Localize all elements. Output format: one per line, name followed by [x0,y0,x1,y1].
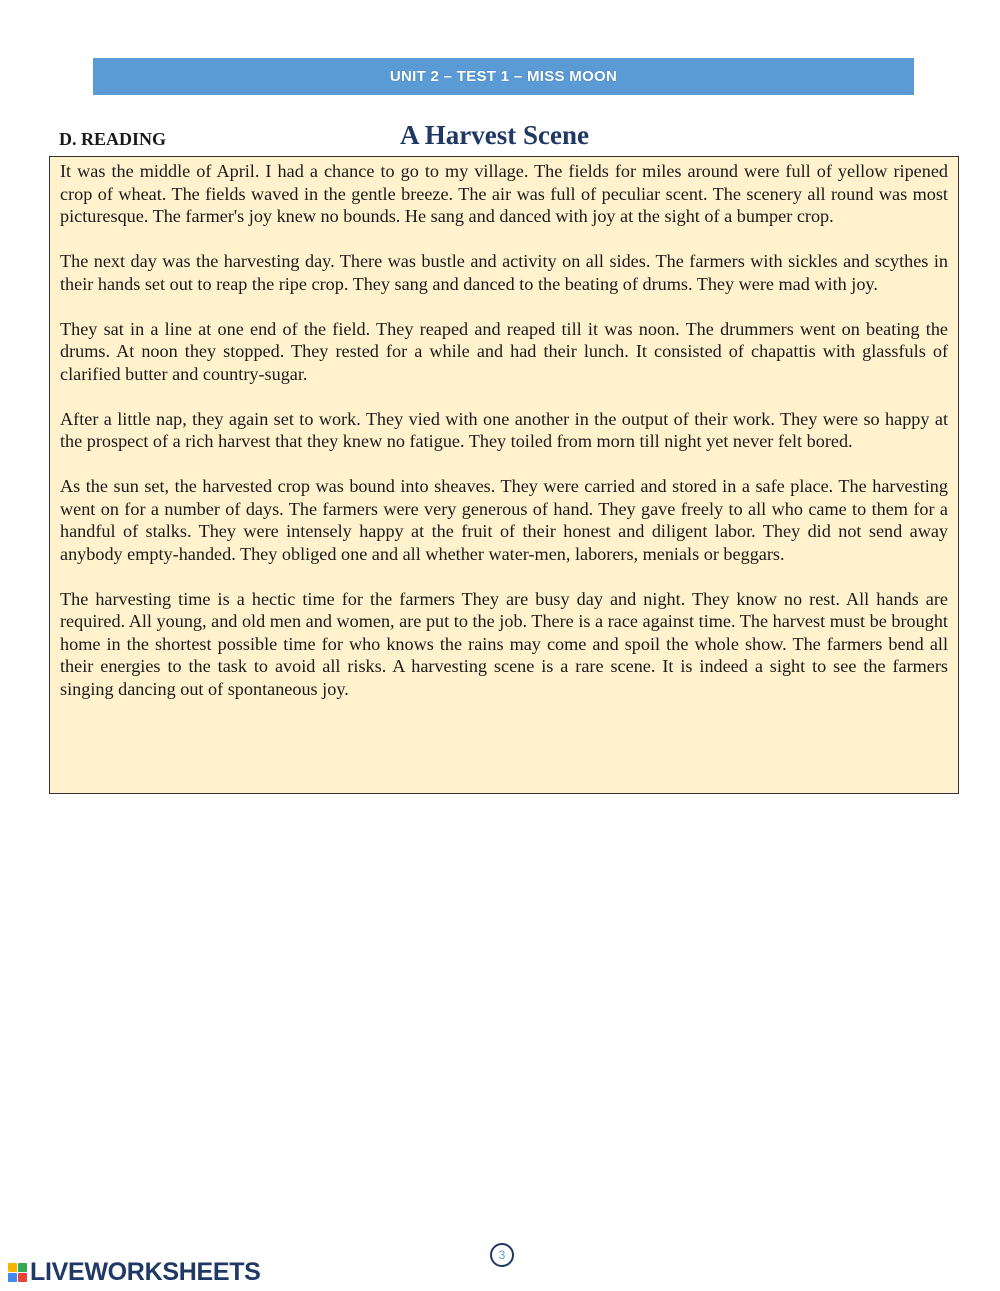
logo-text: LIVEWORKSHEETS [30,1258,261,1286]
logo-square-4 [18,1273,27,1282]
reading-passage [49,156,959,794]
paragraph-1: It was the middle of April. I had a chance to go to my village. The fields for miles around were full of yellow ripened crop of wheat. The fields waved in the gentle breeze. The air was full of peculiar scent. The scenery all round was most picturesque. The farmer's joy knew no bounds. He sang and danced with joy at the sight of a bumper crop. [60,161,948,226]
logo-square-3 [8,1273,17,1282]
header-banner [93,58,914,95]
paragraph-6: The harvesting time is a hectic time for the farmers They are busy day and night. They know no rest. All hands are required. All young, and old men and women, are put to the job. There is a race against time. The harvest must be brought home in the shortest possible time for who knows the rains may come and spoil the whole show. The farmers bend all their energies to the task to avoid all risks. A harvesting scene is a rare scene. It is indeed a sight to see the farmers singing dancing out of spontaneous joy. [60,588,948,699]
paragraph-2: The next day was the harvesting day. There was bustle and activity on all sides. The farmers with sickles and scythes in their hands set out to reap the ripe crop. They sang and danced to the beating of drums. They were mad with joy. [60,251,948,294]
liveworksheets-logo[interactable] [8,1258,261,1287]
banner-text: UNIT 2 – TEST 1 – MISS MOON [389,68,618,85]
passage-title: A Harvest Scene [400,120,589,150]
paragraph-3: They sat in a line at one end of the field. They reaped and reaped till it was noon. The drummers went on beating the drums. At noon they stopped. They rested for a while and had their lunch. It consisted of chapattis with glassfuls of clarified butter and country-sugar. [60,318,948,384]
logo-square-2 [18,1263,27,1272]
logo-square-1 [8,1263,17,1272]
paragraph-5: As the sun set, the harvested crop was bound into sheaves. They were carried and stored in a safe place. The harvesting went on for a number of days. The farmers were very generous of hand. They gave freely to all who came to them for a handful of stalks. They were intensely happy at the fruit of their honest and diligent labor. They did not send away anybody empty-handed. They obliged one and all whether water-men, laborers, menials or beggars. [60,476,948,564]
page-number: 3 [490,1243,514,1267]
paragraph-4: After a little nap, they again set to work. They vied with one another in the output of their work. They were so happy at the prospect of a rich harvest that they knew no fatigue. They toiled from morn till night yet never felt bored. [60,408,948,451]
logo-grid-icon [8,1263,27,1282]
section-label: D. READING [59,129,167,149]
